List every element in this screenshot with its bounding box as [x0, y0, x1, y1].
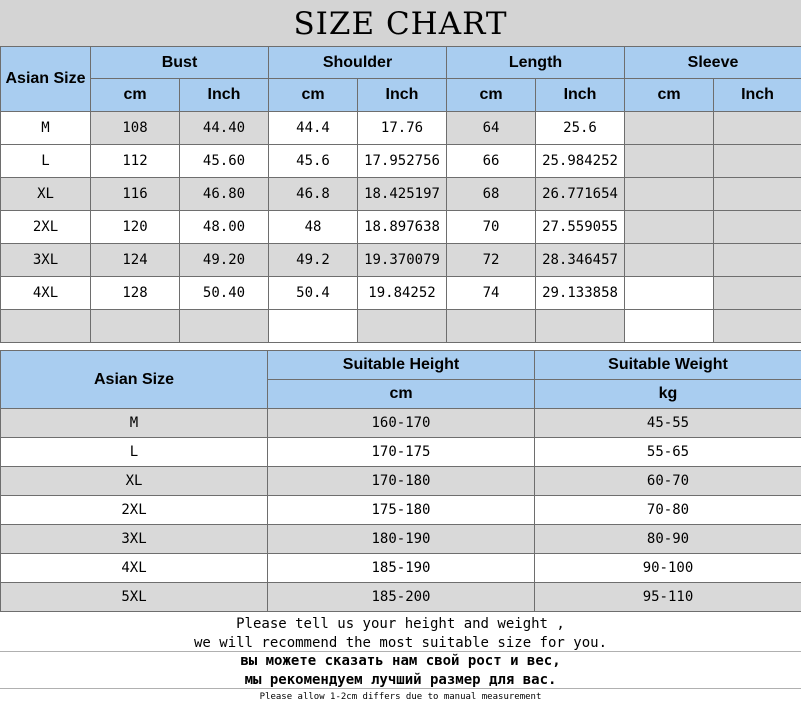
shoulder-inch-cell: 18.897638: [358, 211, 447, 244]
height-cell: 160-170: [268, 409, 535, 438]
bust-cm-cell: 108: [91, 112, 180, 145]
length-cm-cell: 66: [447, 145, 536, 178]
suitable-height-header: Suitable Height: [268, 351, 535, 380]
size-cell: 3XL: [1, 525, 268, 554]
sleeve-cm-cell: [625, 145, 714, 178]
bust-inch-cell: 49.20: [180, 244, 269, 277]
shoulder-cm-cell: 49.2: [269, 244, 358, 277]
table-row: [1, 554, 801, 583]
table-row: [1, 496, 801, 525]
table-row: [1, 211, 801, 244]
length-cm-cell: 68: [447, 178, 536, 211]
length-inch-cell: 25.6: [536, 112, 625, 145]
height-cell: 180-190: [268, 525, 535, 554]
sleeve-cm-cell: [625, 310, 714, 343]
size-cell: 3XL: [1, 244, 91, 277]
shoulder-cm-cell: 48: [269, 211, 358, 244]
english-note-line-2: we will recommend the most suitable size for you.: [193, 635, 607, 651]
measurement-disclaimer: Please allow 1-2cm differs due to manual measurement: [259, 692, 542, 702]
shoulder-cm-cell: 46.8: [269, 178, 358, 211]
unit-header: cm: [447, 79, 536, 112]
shoulder-cm-cell: 45.6: [269, 145, 358, 178]
size-cell: 4XL: [1, 277, 91, 310]
sleeve-cm-cell: [625, 178, 714, 211]
unit-header: Inch: [714, 79, 801, 112]
height-cell: 185-200: [268, 583, 535, 612]
shoulder-inch-cell: 19.84252: [358, 277, 447, 310]
russian-note-line-1: вы можете сказать нам свой рост и вес,: [240, 653, 561, 669]
asian-size-header: Asian Size: [1, 351, 268, 409]
sleeve-cm-cell: [625, 211, 714, 244]
table-row: [1, 277, 801, 310]
table-row: [1, 145, 801, 178]
bust-inch-cell: [180, 310, 269, 343]
unit-header: Inch: [536, 79, 625, 112]
bust-cm-cell: 124: [91, 244, 180, 277]
height-unit-header: cm: [268, 380, 535, 409]
length-inch-cell: 29.133858: [536, 277, 625, 310]
size-cell: 5XL: [1, 583, 268, 612]
size-chart-title: SIZE CHART: [0, 0, 801, 47]
bust-inch-cell: 44.40: [180, 112, 269, 145]
bust-cm-cell: 116: [91, 178, 180, 211]
height-cell: 185-190: [268, 554, 535, 583]
asian-size-header-text: Asian Size: [5, 70, 86, 87]
shoulder-cm-cell: 50.4: [269, 277, 358, 310]
length-inch-cell: [536, 310, 625, 343]
length-inch-cell: 28.346457: [536, 244, 625, 277]
size-cell: L: [1, 145, 91, 178]
sleeve-cm-cell: [625, 244, 714, 277]
table-row: [1, 178, 801, 211]
size-cell: XL: [1, 467, 268, 496]
shoulder-cm-cell: [269, 310, 358, 343]
length-cm-cell: 74: [447, 277, 536, 310]
weight-cell: 95-110: [535, 583, 801, 612]
length-inch-cell: 27.559055: [536, 211, 625, 244]
length-header: Length: [447, 47, 625, 79]
unit-header: cm: [625, 79, 714, 112]
suitable-weight-header: Suitable Weight: [535, 351, 801, 380]
bust-cm-cell: 112: [91, 145, 180, 178]
length-cm-cell: 64: [447, 112, 536, 145]
height-cell: 170-175: [268, 438, 535, 467]
length-inch-cell: 26.771654: [536, 178, 625, 211]
shoulder-header: Shoulder: [269, 47, 447, 79]
english-note-line-1: Please tell us your height and weight ,: [236, 616, 565, 632]
weight-cell: 80-90: [535, 525, 801, 554]
length-cm-cell: 70: [447, 211, 536, 244]
size-cell: M: [1, 409, 268, 438]
height-cell: 175-180: [268, 496, 535, 525]
table-row: [1, 438, 801, 467]
shoulder-inch-cell: 17.952756: [358, 145, 447, 178]
length-inch-cell: 25.984252: [536, 145, 625, 178]
sleeve-inch-cell: [714, 145, 801, 178]
sleeve-inch-cell: [714, 277, 801, 310]
weight-cell: 90-100: [535, 554, 801, 583]
bust-cm-cell: 128: [91, 277, 180, 310]
height-cell: 170-180: [268, 467, 535, 496]
table-row: [1, 310, 801, 343]
russian-note-line-2: мы рекомендуем лучший размер для вас.: [244, 672, 557, 688]
sleeve-cm-cell: [625, 112, 714, 145]
table-row: [1, 583, 801, 612]
size-cell: 2XL: [1, 211, 91, 244]
sleeve-inch-cell: [714, 310, 801, 343]
sleeve-inch-cell: [714, 178, 801, 211]
size-cell: M: [1, 112, 91, 145]
size-cell: 2XL: [1, 496, 268, 525]
shoulder-inch-cell: 17.76: [358, 112, 447, 145]
bust-cm-cell: 120: [91, 211, 180, 244]
russian-note: [0, 652, 801, 690]
fit-guide-table: [0, 350, 801, 612]
table-row: [1, 467, 801, 496]
bust-inch-cell: 46.80: [180, 178, 269, 211]
sleeve-inch-cell: [714, 211, 801, 244]
measurement-table: [0, 46, 801, 343]
bust-inch-cell: 45.60: [180, 145, 269, 178]
shoulder-inch-cell: 19.370079: [358, 244, 447, 277]
divider: [0, 688, 801, 689]
weight-cell: 60-70: [535, 467, 801, 496]
english-note: [0, 615, 801, 653]
unit-header: Inch: [358, 79, 447, 112]
table-row: [1, 525, 801, 554]
bust-header: Bust: [91, 47, 269, 79]
sleeve-header: Sleeve: [625, 47, 801, 79]
unit-header: Inch: [180, 79, 269, 112]
weight-cell: 55-65: [535, 438, 801, 467]
sleeve-inch-cell: [714, 244, 801, 277]
shoulder-inch-cell: 18.425197: [358, 178, 447, 211]
unit-header: cm: [269, 79, 358, 112]
weight-cell: 45-55: [535, 409, 801, 438]
bust-inch-cell: 50.40: [180, 277, 269, 310]
unit-header: cm: [91, 79, 180, 112]
weight-cell: 70-80: [535, 496, 801, 525]
shoulder-inch-cell: [358, 310, 447, 343]
asian-size-header: [1, 47, 91, 112]
length-cm-cell: [447, 310, 536, 343]
size-cell: L: [1, 438, 268, 467]
bust-cm-cell: [91, 310, 180, 343]
size-cell: XL: [1, 178, 91, 211]
table-row: [1, 409, 801, 438]
weight-unit-header: kg: [535, 380, 801, 409]
sleeve-cm-cell: [625, 277, 714, 310]
shoulder-cm-cell: 44.4: [269, 112, 358, 145]
sleeve-inch-cell: [714, 112, 801, 145]
length-cm-cell: 72: [447, 244, 536, 277]
table-row: [1, 112, 801, 145]
size-cell: [1, 310, 91, 343]
bust-inch-cell: 48.00: [180, 211, 269, 244]
table-row: [1, 244, 801, 277]
size-cell: 4XL: [1, 554, 268, 583]
